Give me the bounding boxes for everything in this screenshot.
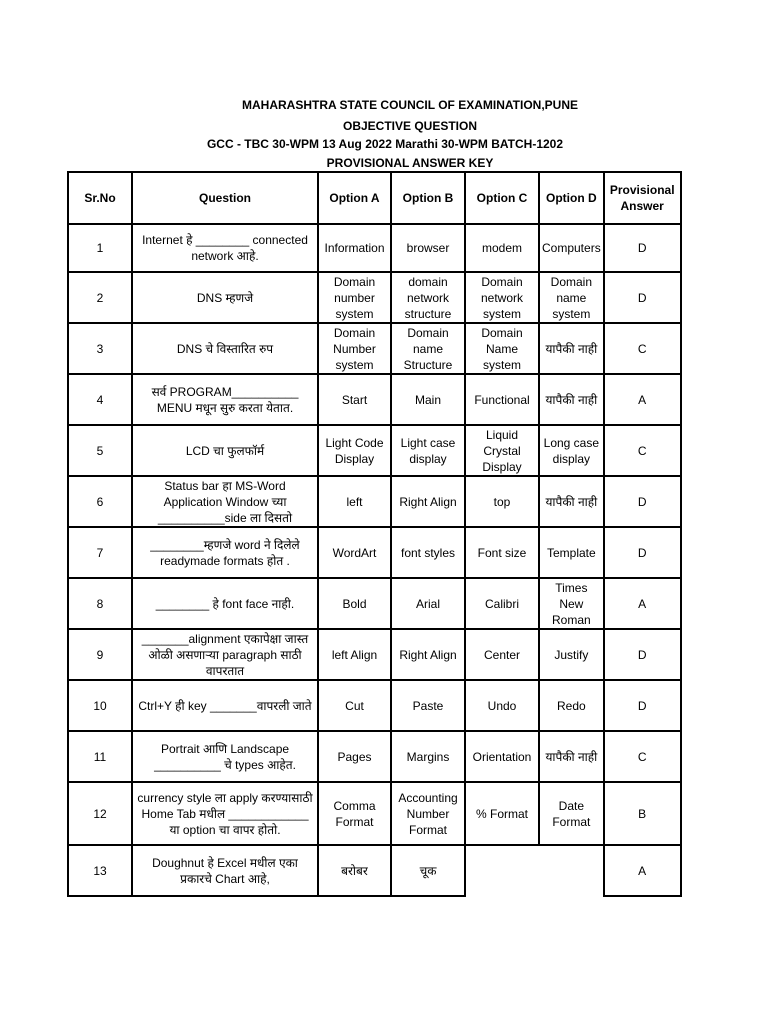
cell-srno: 11	[68, 731, 132, 782]
cell-option-a: left	[318, 476, 391, 527]
cell-srno: 1	[68, 224, 132, 272]
cell-answer: C	[604, 425, 681, 476]
cell-option-d: यापैकी नाही	[539, 374, 604, 425]
cell-option-d: यापैकी नाही	[539, 731, 604, 782]
cell-option-b: Right Align	[391, 629, 465, 680]
cell-option-c: Undo	[465, 680, 539, 731]
cell-srno: 8	[68, 578, 132, 629]
cell-option-a: बरोबर	[318, 845, 391, 896]
cell-question: DNS म्हणजे	[132, 272, 318, 323]
cell-option-c: Center	[465, 629, 539, 680]
cell-option-c: Font size	[465, 527, 539, 578]
cell-answer: A	[604, 578, 681, 629]
col-provisional-answer: Provisional Answer	[604, 172, 681, 224]
cell-option-d: Long case display	[539, 425, 604, 476]
cell-option-b: Main	[391, 374, 465, 425]
cell-option-d: यापैकी नाही	[539, 323, 604, 374]
table-row	[68, 629, 681, 680]
cell-option-d: Date Format	[539, 782, 604, 845]
table-row	[68, 680, 681, 731]
cell-question: currency style ला apply करण्यासाठी Home Tab मधील ____________ या option चा वापर होतो.	[132, 782, 318, 845]
cell-option-c: Liquid Crystal Display	[465, 425, 539, 476]
header-answer-key: PROVISIONAL ANSWER KEY	[326, 156, 494, 170]
cell-option-b: Domain name Structure	[391, 323, 465, 374]
cell-option-a: Cut	[318, 680, 391, 731]
cell-answer: D	[604, 272, 681, 323]
table-row	[68, 374, 681, 425]
cell-option-c: % Format	[465, 782, 539, 845]
table-row	[68, 425, 681, 476]
cell-option-a: Bold	[318, 578, 391, 629]
cell-answer: D	[604, 680, 681, 731]
cell-option-c: top	[465, 476, 539, 527]
table-row	[68, 527, 681, 578]
header-objective: OBJECTIVE QUESTION	[342, 119, 478, 133]
cell-option-b: Accounting Number Format	[391, 782, 465, 845]
cell-question: Doughnut हे Excel मधील एका प्रकारचे Chart आहे,	[132, 845, 318, 896]
cell-option-d: Domain name system	[539, 272, 604, 323]
cell-option-d: Justify	[539, 629, 604, 680]
cell-option-d: Computers	[539, 224, 604, 272]
cell-option-c: Calibri	[465, 578, 539, 629]
cell-option-c: Domain network system	[465, 272, 539, 323]
table-row	[68, 782, 681, 845]
cell-option-c: Domain Name system	[465, 323, 539, 374]
cell-question: Internet हे ________ connected network आहे.	[132, 224, 318, 272]
col-question: Question	[132, 172, 318, 224]
cell-option-c: Orientation	[465, 731, 539, 782]
cell-option-a: WordArt	[318, 527, 391, 578]
cell-option-b: Light case display	[391, 425, 465, 476]
cell-question: Ctrl+Y ही key _______वापरली जाते	[132, 680, 318, 731]
cell-srno: 13	[68, 845, 132, 896]
header-exam: GCC - TBC 30-WPM 13 Aug 2022 Marathi 30-WPM BATCH-1202	[206, 137, 564, 151]
cell-question: ________ हे font face नाही.	[132, 578, 318, 629]
cell-question: LCD चा फुलफॉर्म	[132, 425, 318, 476]
cell-option-b: Right Align	[391, 476, 465, 527]
cell-question: ________म्हणजे word ने दिलेले readymade formats होत .	[132, 527, 318, 578]
cell-srno: 2	[68, 272, 132, 323]
cell-answer: D	[604, 224, 681, 272]
answer-key-table	[67, 171, 682, 897]
cell-option-b: चूक	[391, 845, 465, 896]
table-row	[68, 272, 681, 323]
cell-option-b: font styles	[391, 527, 465, 578]
cell-option-c: modem	[465, 224, 539, 272]
cell-srno: 9	[68, 629, 132, 680]
table-row	[68, 476, 681, 527]
cell-option-d	[539, 845, 604, 896]
cell-option-a: Information	[318, 224, 391, 272]
col-option-d: Option D	[539, 172, 604, 224]
cell-srno: 4	[68, 374, 132, 425]
cell-option-d: Times New Roman	[539, 578, 604, 629]
cell-question: DNS चे विस्तारित रुप	[132, 323, 318, 374]
cell-answer: A	[604, 845, 681, 896]
cell-option-a: Domain number system	[318, 272, 391, 323]
cell-answer: A	[604, 374, 681, 425]
cell-srno: 5	[68, 425, 132, 476]
table-row	[68, 845, 681, 896]
table-header-row	[68, 172, 681, 224]
cell-srno: 7	[68, 527, 132, 578]
cell-option-c: Functional	[465, 374, 539, 425]
cell-srno: 6	[68, 476, 132, 527]
cell-option-b: domain network structure	[391, 272, 465, 323]
cell-option-a: Start	[318, 374, 391, 425]
cell-srno: 10	[68, 680, 132, 731]
table-row	[68, 731, 681, 782]
cell-question: Portrait आणि Landscape __________ चे types आहेत.	[132, 731, 318, 782]
cell-question: सर्व PROGRAM__________ MENU मधून सुरु करता येतात.	[132, 374, 318, 425]
cell-question: Status bar हा MS-Word Application Window च्या __________side ला दिसतो	[132, 476, 318, 527]
cell-question: _______alignment एकापेक्षा जास्त ओळी असणाऱ्या paragraph साठी वापरतात	[132, 629, 318, 680]
cell-answer: C	[604, 731, 681, 782]
col-option-a: Option A	[318, 172, 391, 224]
cell-option-a: Comma Format	[318, 782, 391, 845]
cell-option-a: Domain Number system	[318, 323, 391, 374]
table-row	[68, 578, 681, 629]
cell-answer: C	[604, 323, 681, 374]
cell-option-d: Redo	[539, 680, 604, 731]
cell-srno: 12	[68, 782, 132, 845]
cell-answer: D	[604, 476, 681, 527]
cell-srno: 3	[68, 323, 132, 374]
header-council: MAHARASHTRA STATE COUNCIL OF EXAMINATION,PUNE	[242, 98, 578, 112]
col-option-c: Option C	[465, 172, 539, 224]
cell-option-d: Template	[539, 527, 604, 578]
table-row	[68, 224, 681, 272]
cell-option-b: Paste	[391, 680, 465, 731]
col-option-b: Option B	[391, 172, 465, 224]
col-srno: Sr.No	[68, 172, 132, 224]
cell-answer: B	[604, 782, 681, 845]
table-row	[68, 323, 681, 374]
cell-option-b: browser	[391, 224, 465, 272]
cell-option-a: left Align	[318, 629, 391, 680]
cell-option-a: Light Code Display	[318, 425, 391, 476]
cell-option-b: Margins	[391, 731, 465, 782]
cell-option-b: Arial	[391, 578, 465, 629]
cell-option-a: Pages	[318, 731, 391, 782]
cell-answer: D	[604, 629, 681, 680]
cell-option-d: यापैकी नाही	[539, 476, 604, 527]
cell-option-c	[465, 845, 539, 896]
cell-answer: D	[604, 527, 681, 578]
